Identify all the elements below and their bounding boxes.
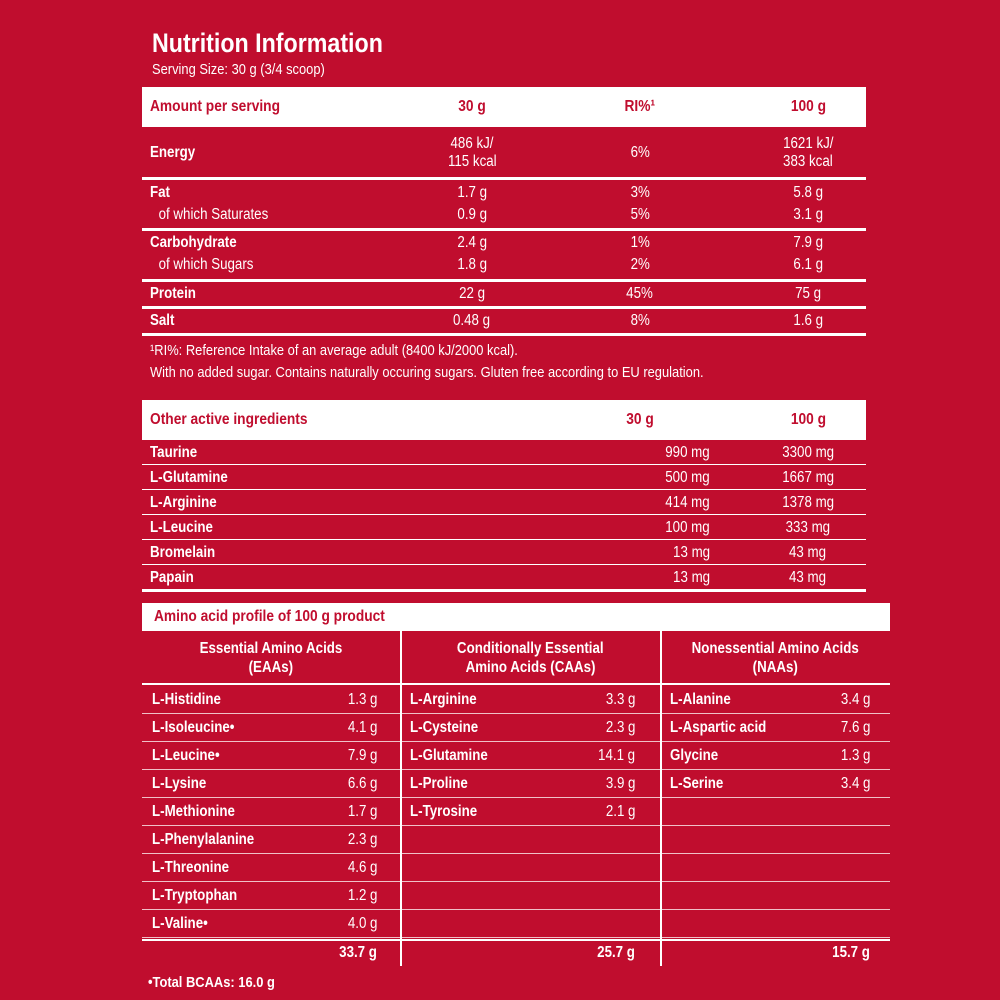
row-divider bbox=[402, 909, 660, 910]
amino-name: L-Aspartic acid bbox=[670, 719, 767, 736]
row-divider bbox=[142, 937, 400, 938]
divider bbox=[142, 683, 890, 685]
nutrition-row-carbohydrate bbox=[142, 231, 866, 277]
nutrition-row-energy bbox=[142, 130, 866, 176]
header-100g: 100 g bbox=[790, 98, 826, 115]
amino-name: L-Cysteine bbox=[410, 719, 479, 736]
cell-value: 45% bbox=[626, 285, 654, 302]
amino-name: L-Tryptophan bbox=[152, 887, 238, 904]
cell-value: 990 mg bbox=[665, 443, 710, 461]
divider bbox=[142, 333, 866, 336]
cell-value: 1% bbox=[630, 234, 650, 251]
amino-column-header bbox=[142, 633, 400, 683]
amino-name: Glycine bbox=[670, 747, 719, 764]
cell-value: 383 kcal bbox=[783, 153, 833, 170]
row-label: Protein bbox=[150, 285, 196, 302]
other-row bbox=[142, 491, 866, 514]
cell-value: 500 mg bbox=[665, 468, 710, 486]
amino-total: 15.7 g bbox=[832, 944, 870, 961]
divider bbox=[142, 589, 866, 592]
amino-header bbox=[142, 603, 890, 631]
divider bbox=[142, 539, 866, 540]
cell-value: 1.7 g bbox=[457, 184, 487, 201]
amino-name: L-Valine• bbox=[152, 915, 208, 932]
row-divider bbox=[662, 825, 890, 826]
amino-value: 4.6 g bbox=[347, 859, 377, 876]
amino-name: L-Methionine bbox=[152, 803, 235, 820]
row-label: L-Leucine bbox=[150, 518, 213, 536]
cell-value: 5.8 g bbox=[793, 184, 823, 201]
row-label: Papain bbox=[150, 568, 194, 586]
amino-value: 6.6 g bbox=[347, 775, 377, 792]
header-other: Other active ingredients bbox=[150, 411, 308, 428]
row-label: Fat bbox=[150, 184, 170, 201]
amino-value: 4.1 g bbox=[347, 719, 377, 736]
amino-value: 4.0 g bbox=[347, 915, 377, 932]
row-divider bbox=[402, 881, 660, 882]
row-sublabel: of which Sugars bbox=[158, 256, 254, 273]
amino-header-label: Amino acid profile of 100 g product bbox=[154, 608, 385, 625]
other-row bbox=[142, 441, 866, 464]
cell-value: 414 mg bbox=[665, 493, 710, 511]
header-30g: 30 g bbox=[626, 411, 654, 428]
cell-value: 1621 kJ/ bbox=[782, 135, 834, 152]
row-label: Taurine bbox=[150, 443, 198, 461]
amino-value: 1.7 g bbox=[347, 803, 377, 820]
divider bbox=[142, 464, 866, 465]
row-sublabel: of which Saturates bbox=[158, 206, 269, 223]
amino-name: L-Tyrosine bbox=[410, 803, 478, 820]
cell-value: 5% bbox=[630, 206, 650, 223]
cell-value: 486 kJ/ bbox=[450, 135, 494, 152]
amino-value: 3.3 g bbox=[605, 691, 635, 708]
other-row bbox=[142, 566, 866, 589]
other-row bbox=[142, 541, 866, 564]
column-subtitle: (NAAs) bbox=[752, 659, 798, 676]
amino-name: L-Alanine bbox=[670, 691, 731, 708]
amino-total: 33.7 g bbox=[339, 944, 377, 961]
amino-value: 2.3 g bbox=[605, 719, 635, 736]
cell-value: 3300 mg bbox=[782, 443, 834, 461]
cell-value: 6.1 g bbox=[793, 256, 823, 273]
nutrition-header bbox=[142, 87, 866, 127]
nutrition-row-fat bbox=[142, 181, 866, 227]
amino-column-header bbox=[660, 633, 890, 683]
header-ri: RI%¹ bbox=[624, 98, 656, 115]
divider bbox=[142, 564, 866, 565]
amino-name: L-Phenylalanine bbox=[152, 831, 255, 848]
row-label: L-Arginine bbox=[150, 493, 217, 511]
divider bbox=[142, 514, 866, 515]
row-label: Bromelain bbox=[150, 543, 216, 561]
amino-value: 1.2 g bbox=[347, 887, 377, 904]
cell-value: 3% bbox=[630, 184, 650, 201]
footnote-sugar: With no added sugar. Contains naturally occuring sugars. Gluten free according to EU regulation. bbox=[150, 364, 704, 381]
footnote-ri: ¹RI%: Reference Intake of an average adult (8400 kJ/2000 kcal). bbox=[150, 342, 518, 359]
cell-value: 1667 mg bbox=[782, 468, 834, 486]
cell-value: 13 mg bbox=[672, 543, 710, 561]
amino-name: L-Serine bbox=[670, 775, 724, 792]
nutrition-row-protein bbox=[142, 282, 866, 306]
other-header bbox=[142, 400, 866, 440]
amino-value: 7.9 g bbox=[347, 747, 377, 764]
serving-size: Serving Size: 30 g (3/4 scoop) bbox=[152, 61, 325, 78]
cell-value: 75 g bbox=[795, 285, 821, 302]
row-label: L-Glutamine bbox=[150, 468, 228, 486]
column-subtitle: (EAAs) bbox=[248, 659, 294, 676]
divider bbox=[142, 489, 866, 490]
cell-value: 1.8 g bbox=[457, 256, 487, 273]
amino-value: 14.1 g bbox=[597, 747, 635, 764]
row-divider bbox=[662, 853, 890, 854]
amino-value: 2.1 g bbox=[605, 803, 635, 820]
amino-value: 3.4 g bbox=[840, 691, 870, 708]
cell-value: 0.48 g bbox=[453, 312, 491, 329]
amino-value: 3.4 g bbox=[840, 775, 870, 792]
divider bbox=[142, 939, 890, 941]
header-30g: 30 g bbox=[458, 98, 486, 115]
header-amount: Amount per serving bbox=[150, 98, 280, 115]
cell-value: 1.6 g bbox=[793, 312, 823, 329]
amino-name: L-Lysine bbox=[152, 775, 207, 792]
column-title: Nonessential Amino Acids bbox=[691, 640, 859, 657]
amino-name: L-Glutamine bbox=[410, 747, 488, 764]
row-label: Carbohydrate bbox=[150, 234, 237, 251]
other-row bbox=[142, 516, 866, 539]
row-divider bbox=[662, 797, 890, 798]
amino-name: L-Histidine bbox=[152, 691, 221, 708]
cell-value: 1378 mg bbox=[782, 493, 834, 511]
amino-value: 7.6 g bbox=[840, 719, 870, 736]
bcaa-note: •Total BCAAs: 16.0 g bbox=[148, 974, 275, 991]
page-title: Nutrition Information bbox=[152, 28, 383, 58]
cell-value: 2% bbox=[630, 256, 650, 273]
amino-value: 3.9 g bbox=[605, 775, 635, 792]
amino-value: 1.3 g bbox=[347, 691, 377, 708]
amino-value: 2.3 g bbox=[347, 831, 377, 848]
cell-value: 22 g bbox=[459, 285, 485, 302]
row-label: Energy bbox=[150, 144, 196, 161]
row-label: Salt bbox=[150, 312, 175, 329]
other-row bbox=[142, 466, 866, 489]
amino-value: 1.3 g bbox=[840, 747, 870, 764]
cell-value: 43 mg bbox=[789, 568, 827, 586]
row-divider bbox=[402, 853, 660, 854]
amino-name: L-Proline bbox=[410, 775, 468, 792]
amino-name: L-Leucine• bbox=[152, 747, 220, 764]
cell-value: 7.9 g bbox=[793, 234, 823, 251]
cell-value: 100 mg bbox=[665, 518, 710, 536]
amino-column-header bbox=[400, 633, 660, 683]
row-divider bbox=[662, 937, 890, 938]
amino-name: L-Threonine bbox=[152, 859, 230, 876]
row-divider bbox=[662, 881, 890, 882]
column-title: Conditionally Essential bbox=[456, 640, 604, 657]
amino-name: L-Arginine bbox=[410, 691, 477, 708]
amino-name: L-Isoleucine• bbox=[152, 719, 235, 736]
divider bbox=[142, 177, 866, 180]
cell-value: 13 mg bbox=[672, 568, 710, 586]
cell-value: 8% bbox=[630, 312, 650, 329]
cell-value: 333 mg bbox=[785, 518, 831, 536]
header-100g: 100 g bbox=[790, 411, 826, 428]
nutrition-row-salt bbox=[142, 309, 866, 333]
cell-value: 2.4 g bbox=[457, 234, 487, 251]
cell-value: 115 kcal bbox=[447, 153, 497, 170]
row-divider bbox=[402, 937, 660, 938]
cell-value: 0.9 g bbox=[457, 206, 487, 223]
row-divider bbox=[402, 825, 660, 826]
row-divider bbox=[662, 909, 890, 910]
amino-total: 25.7 g bbox=[597, 944, 635, 961]
cell-value: 43 mg bbox=[789, 543, 827, 561]
cell-value: 3.1 g bbox=[793, 206, 823, 223]
column-subtitle: Amino Acids (CAAs) bbox=[465, 659, 595, 676]
cell-value: 6% bbox=[630, 144, 650, 161]
column-title: Essential Amino Acids bbox=[199, 640, 343, 657]
